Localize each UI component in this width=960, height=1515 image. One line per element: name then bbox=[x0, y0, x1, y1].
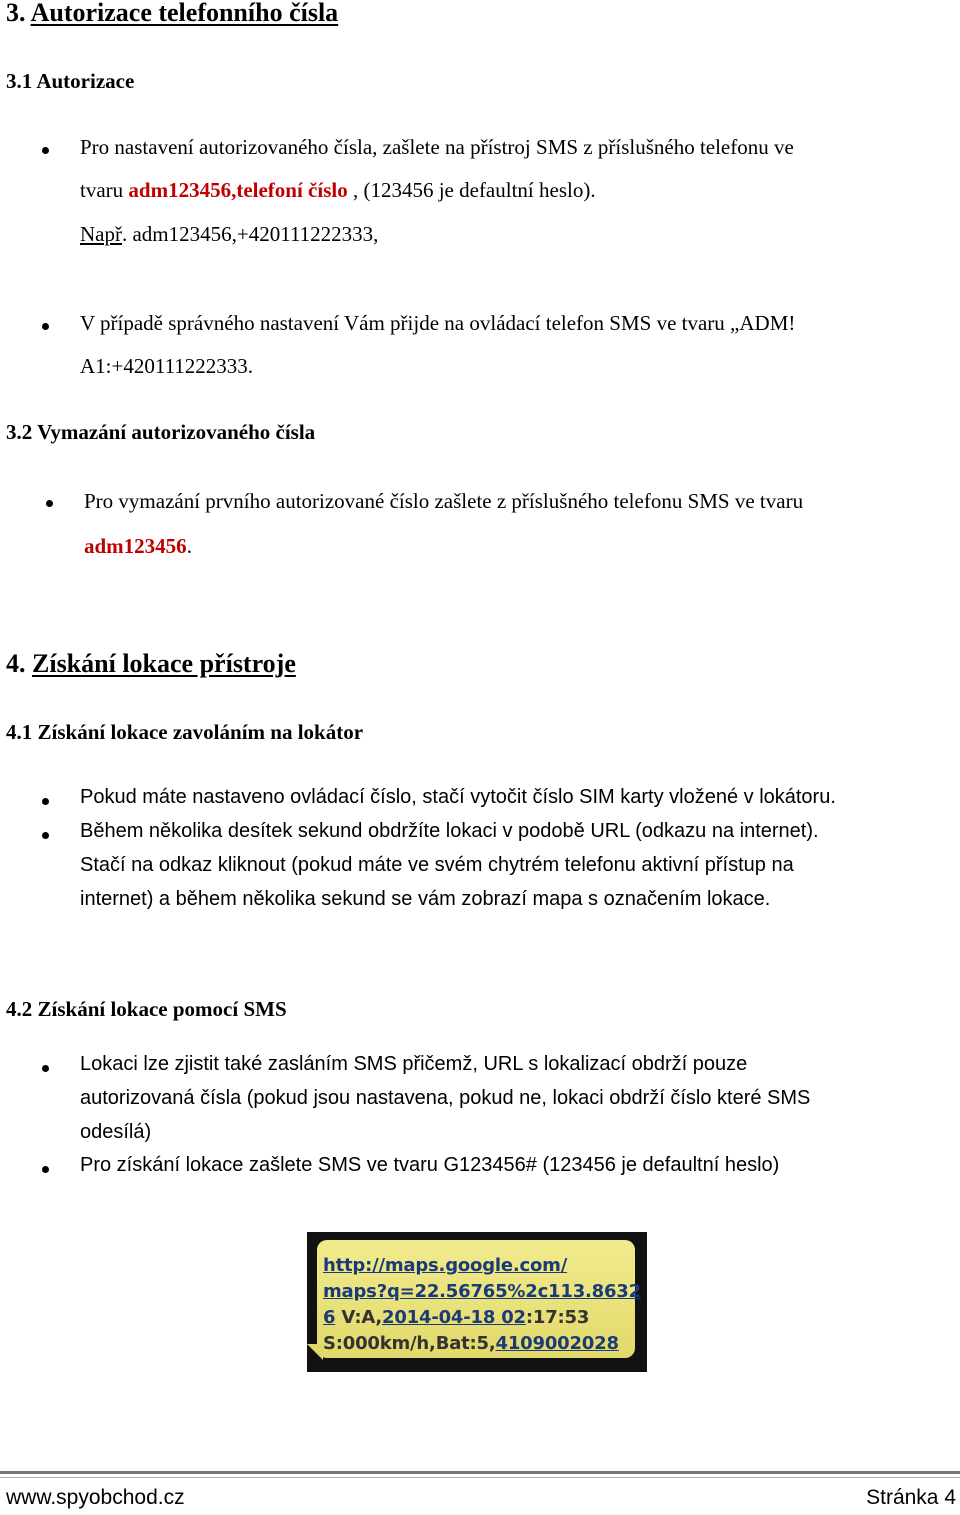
sms-map-link[interactable]: maps?q=22.56765%2c113.8632 bbox=[323, 1281, 641, 1302]
section-4-title: Získání lokace přístroje bbox=[32, 649, 296, 678]
subsection-4-2-title: 4.2 Získání lokace pomocí SMS bbox=[6, 997, 287, 1021]
paragraph-line: Pro nastavení autorizovaného čísla, zašlete na přístroj SMS z příslušného telefonu ve bbox=[80, 135, 794, 159]
sms-format-command: adm123456,telefoní číslo bbox=[128, 178, 348, 202]
section-3-heading bbox=[6, 0, 338, 28]
paragraph-line: V případě správného nastavení Vám přijde na ovládací telefon SMS ve tvaru „ADM! bbox=[80, 311, 796, 335]
bullet bbox=[42, 798, 49, 805]
text: V:A, bbox=[335, 1307, 383, 1328]
paragraph-line: A1:+420111222333. bbox=[80, 354, 254, 378]
paragraph-line: Pokud máte nastaveno ovládací číslo, stačí vytočit číslo SIM karty vložené v lokátoru. bbox=[80, 786, 836, 808]
sms-date-link[interactable]: 2014-04-18 02 bbox=[382, 1307, 526, 1328]
paragraph-line: odesílá) bbox=[80, 1121, 152, 1143]
bullet bbox=[42, 323, 49, 330]
paragraph-line: Pro získání lokace zašlete SMS ve tvaru G123456# (123456 je defaultní heslo) bbox=[80, 1154, 780, 1176]
footer-page-number: Stránka 4 bbox=[866, 1486, 956, 1509]
paragraph-line bbox=[84, 534, 192, 559]
example-link[interactable]: Např bbox=[80, 222, 122, 246]
section-4-number: 4. bbox=[6, 649, 26, 678]
sms-bubble-tail bbox=[307, 1344, 323, 1360]
section-4-heading bbox=[6, 649, 296, 679]
section-3-number: 3. bbox=[6, 0, 26, 27]
sms-line bbox=[323, 1281, 641, 1302]
sms-phone-link[interactable]: 4109002028 bbox=[495, 1333, 619, 1354]
paragraph-line: autorizovaná čísla (pokud jsou nastavena, pokud ne, lokaci obdrží číslo které SMS bbox=[80, 1087, 811, 1109]
bullet bbox=[42, 1065, 49, 1072]
sms-line bbox=[323, 1307, 589, 1328]
footer-website[interactable]: www.spyobchod.cz bbox=[6, 1486, 185, 1509]
footer-divider bbox=[0, 1471, 960, 1474]
paragraph-line bbox=[80, 222, 378, 247]
sms-delete-command: adm123456 bbox=[84, 534, 187, 558]
sms-map-link[interactable]: http://maps.google.com/ bbox=[323, 1255, 568, 1276]
text: tvaru bbox=[80, 178, 129, 202]
subsection-3-1-title: 3.1 Autorizace bbox=[6, 69, 135, 93]
bullet bbox=[42, 832, 49, 839]
bullet bbox=[42, 147, 49, 154]
sms-line bbox=[323, 1333, 619, 1354]
bullet bbox=[46, 500, 53, 507]
sms-map-link[interactable]: 6 bbox=[323, 1307, 336, 1328]
sms-screenshot bbox=[307, 1232, 647, 1372]
sms-line bbox=[323, 1255, 567, 1276]
subsection-3-2-title: 3.2 Vymazání autorizovaného čísla bbox=[6, 420, 316, 444]
subsection-4-1-title: 4.1 Získání lokace zavoláním na lokátor bbox=[6, 720, 364, 744]
text: S:000km/h,Bat:5, bbox=[323, 1333, 496, 1354]
footer-divider-thin bbox=[0, 1477, 960, 1478]
paragraph-line: Během několika desítek sekund obdržíte lokaci v podobě URL (odkazu na internet). bbox=[80, 820, 819, 842]
text: , (123456 je defaultní heslo). bbox=[347, 178, 596, 202]
paragraph-line: Stačí na odkaz kliknout (pokud máte ve svém chytrém telefonu aktivní přístup na bbox=[80, 854, 794, 876]
bullet bbox=[42, 1166, 49, 1173]
text: . bbox=[186, 534, 192, 558]
text: . adm123456,+420111222333, bbox=[121, 222, 379, 246]
text: :17:53 bbox=[525, 1307, 590, 1328]
paragraph-line: internet) a během několika sekund se vám zobrazí mapa s označením lokace. bbox=[80, 888, 771, 910]
paragraph-line: Lokaci lze zjistit také zasláním SMS přičemž, URL s lokalizací obdrží pouze bbox=[80, 1053, 748, 1075]
paragraph-line bbox=[80, 178, 596, 203]
section-3-title: Autorizace telefonního čísla bbox=[30, 0, 339, 27]
paragraph-line: Pro vymazání prvního autorizované číslo zašlete z příslušného telefonu SMS ve tvaru bbox=[84, 489, 804, 513]
